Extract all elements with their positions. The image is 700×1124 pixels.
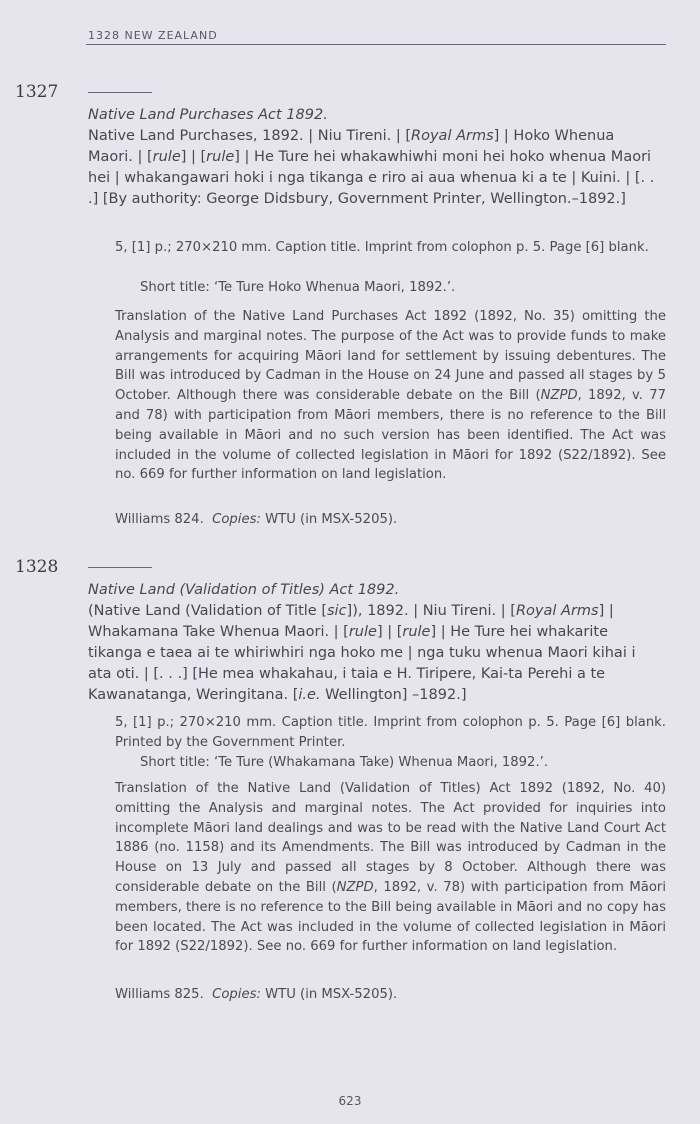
references: Williams 824. Copies: WTU (in MSX-5205). — [115, 512, 398, 527]
collation: 5, [1] p.; 270×210 mm. Caption title. Imprint from colophon p. 5. Page [6] blank. Printed by the Government Printer. — [115, 715, 666, 750]
collation: 5, [1] p.; 270×210 mm. Caption title. Imprint from colophon p. 5. Page [6] blank. — [115, 240, 649, 255]
title-page-transcription: Native Land Purchases, 1892. | Niu Tireni. | [Royal Arms] | Hoko Whenua Maori. | [rule] | [rule] | He Ture hei whakawhiwhi moni hei hoko whenua Maori hei | whakangawari hoki i nga tikanga e riro ai aua whenua ki a te | Kuini. | [. . .] [By authority: George Didsbury, Government Printer, Wellington.–1892.] — [88, 128, 655, 207]
entry-dash — [88, 567, 152, 568]
title-page-transcription: (Native Land (Validation of Title [sic]), 1892. | Niu Tireni. | [Royal Arms] | Whakamana Take Whenua Maori. | [rule] | [rule] | He Ture hei whakarite tikanga e taea ai te whiriwhiri nga hoko me | nga tuku whenua Maori kihai i ata oti. | [. . .] [He mea whakahau, i taia e H. Tiripere, Kai-ta Perehi a te Kawanatanga, Weringitana. [i.e. Wellington] –1892.] — [88, 603, 636, 703]
entry-title: Native Land Purchases Act 1892. — [88, 107, 328, 123]
description: Translation of the Native Land Purchases Act 1892 (1892, No. 35) omitting the Analysis and marginal notes. The purpose of the Act was to provide funds to make arrangements for acquiring Māori land for settlement by issuing debentures. The Bill was introduced by Cadman in the House on 24 June and passed all stages by 5 October. Although there was considerable debate on the Bill (NZPD, 1892, v. 77 and 78) with participation from Māori members, there is no reference to the Bill being available in Māori and no such version has been identified. The Act was included in the volume of collected legislation in Māori for 1892 (S22/1892). See no. 669 for further information on land legislation. — [115, 309, 666, 483]
running-head: 1328 NEW ZEALAND — [88, 29, 218, 42]
entry-number: 1328 — [15, 557, 59, 577]
entry-title: Native Land (Validation of Titles) Act 1892. — [88, 582, 400, 598]
references: Williams 825. Copies: WTU (in MSX-5205). — [115, 987, 398, 1002]
description: Translation of the Native Land (Validation of Titles) Act 1892 (1892, No. 40) omitting the Analysis and marginal notes. The Act provided for inquiries into incomplete Māori land dealings and was to be read with the Native Land Court Act 1886 (no. 1158) and its Amendments. The Bill was introduced by Cadman in the House on 13 July and passed all stages by 8 October. Although there was considerable debate on the Bill (NZPD, 1892, v. 78) with participation from Māori members, there is no reference to the Bill being available in Māori and no copy has been located. The Act was included in the volume of collected legislation in Māori for 1892 (S22/1892). See no. 669 for further information on land legislation. — [115, 781, 666, 955]
short-title: Short title: ‘Te Ture (Whakamana Take) Whenua Maori, 1892.’. — [140, 755, 549, 770]
short-title: Short title: ‘Te Ture Hoko Whenua Maori, 1892.’. — [140, 280, 456, 295]
entry-number: 1327 — [15, 82, 59, 102]
header-rule — [86, 44, 666, 45]
page-number: 623 — [338, 1094, 362, 1108]
entry-dash — [88, 92, 152, 93]
